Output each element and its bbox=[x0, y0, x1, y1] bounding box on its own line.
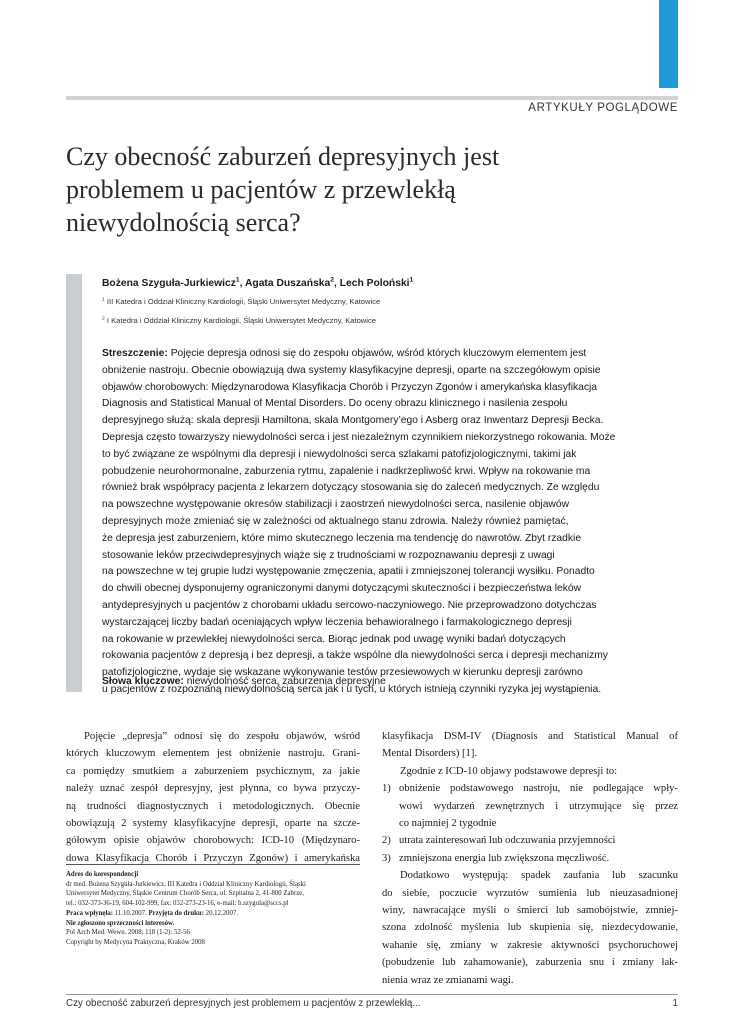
article-title bbox=[66, 140, 626, 239]
abstract-line: to być związane ze wspólnymi dla depresji i niewydolności serca szlakami patofizjologicznymi, takimi jak bbox=[102, 448, 577, 460]
correspondence-line: tel.: 032-373-36-19, 604-102-999, fax: 032-273-23-16, e-mail: b.szygula@sccs.pl bbox=[66, 900, 289, 908]
keywords-text: niewydolność serca, zaburzenia depresyjne bbox=[183, 676, 386, 687]
list-line: zmniejszona energia lub zwiększona męczliwość. bbox=[399, 852, 610, 864]
accepted-label: Przyjęta do druku: bbox=[148, 909, 204, 917]
body-line: winy, nawracające myśli o śmierci lub samobójstwie, zmniej- bbox=[382, 905, 678, 917]
abstract-side-bar bbox=[66, 274, 82, 692]
abstract-line: depresyjnych może zmieniać się w zależności od aktualnego stanu zdrowia. Należy również pamiętać, bbox=[102, 515, 569, 527]
citation: Pol Arch Med. Wewn. 2008; 118 (1-2): 52-56 bbox=[66, 929, 190, 937]
conflict-statement: Nie zgłoszono sprzeczności interesów. bbox=[66, 919, 175, 927]
title-line: Czy obecność zaburzeń depresyjnych jest bbox=[66, 142, 500, 171]
body-line: Dodatkowo występują: spadek zaufania lub szacunku bbox=[400, 870, 678, 882]
body-line: ną trudności diagnostycznych i metodologicznych. Obecnie bbox=[66, 800, 360, 812]
correspondence-line: Uniwersytet Medyczny, Śląskie Centrum Chorób Serca, ul. Szpitalna 2, 41-800 Zabrze, bbox=[66, 890, 304, 898]
list-item bbox=[382, 850, 678, 867]
author-list: Bożena Szyguła-Jurkiewicz$^1$, Agata Duszańska$^2$, Lech Poloński$^1$ bbox=[102, 276, 414, 289]
body-column-right bbox=[382, 728, 678, 989]
body-line: których kluczowym elementem jest obniżenie nastroju. Grani- bbox=[66, 748, 360, 760]
abstract-line: u pacjentów z rozpoznaną niewydolnością serca jak i u tych, u których istnieją czynniki ryzyka jej wystąpienia. bbox=[102, 683, 602, 695]
abstract-line: na powszechne występowanie okresów stabilizacji i zaostrzeń niewydolności serca, nasilenie objawów bbox=[102, 499, 570, 511]
author-name: Lech Poloński bbox=[339, 278, 410, 289]
correspondence-footnote bbox=[66, 870, 366, 948]
list-line: co najmniej 2 tygodnie bbox=[399, 818, 497, 830]
abstract-line: wystarczającej liczby badań oceniających wpływ leczenia behawioralnego i farmakologicznego depresji bbox=[102, 616, 572, 628]
list-line: utrata zainteresowań lub odczuwania przyjemności bbox=[399, 835, 616, 847]
body-line: gółowym opisie objawów chorobowych: ICD-10 (Międzynaro- bbox=[66, 835, 360, 847]
body-line: Zgodnie z ICD-10 objawy podstawowe depresji to: bbox=[400, 765, 618, 777]
author-affiliation-mark: 1 bbox=[235, 276, 240, 284]
header-rule bbox=[66, 96, 678, 100]
body-column-left bbox=[66, 728, 360, 867]
abstract-line: pobudzenie neurohormonalne, zaburzenia rytmu, zapalenie i nadkrzepliwość krwi. Wpływ na rokowanie ma bbox=[102, 465, 591, 477]
keywords-label: Słowa kluczowe: bbox=[102, 676, 184, 687]
abstract-line: patofizjologiczne, wydaje się wskazane wykonywanie testów przesiewowych w kierunku depresji zarówno bbox=[102, 667, 583, 679]
abstract-line: na rokowanie w przewlekłej niewydolności serca. Biorąc jednak pod uwagę wyniki badań dotyczących bbox=[102, 633, 566, 645]
body-line: do siebie, poczucie wyrzutów sumienia lub nieuzasadnionej bbox=[382, 887, 678, 899]
correspondence-heading: Adres do korespondencji bbox=[66, 871, 139, 878]
dates-line bbox=[66, 909, 366, 919]
copyright: Copyright by Medycyna Praktyczna, Kraków 2008 bbox=[66, 938, 205, 946]
list-number: 1) bbox=[382, 783, 391, 795]
abstract-line: na powszechne w tej grupie ludzi występowanie zmęczenia, apatii i zmniejszonej tolerancji wysiłku. Ponadto bbox=[102, 566, 595, 578]
page-number: 1 bbox=[672, 998, 678, 1009]
author-affiliation-mark: 2 bbox=[330, 276, 334, 284]
author-name: Agata Duszańska bbox=[244, 278, 331, 289]
received-label: Praca wpłynęła: bbox=[66, 909, 114, 917]
abstract-line: że depresja jest zaburzeniem, które mimo skutecznego leczenia ma tendencję do nawrotów. Zbyt rzadkie bbox=[102, 532, 582, 544]
footnote-rule bbox=[66, 864, 360, 865]
abstract-line: do chwili obecnej dysponujemy ograniczonymi danymi dotyczącymi skuteczności i bezpieczeństwa leków bbox=[102, 583, 582, 595]
list-number: 3) bbox=[382, 852, 391, 864]
section-label: ARTYKUŁY POGLĄDOWE bbox=[528, 102, 678, 114]
abstract-line: rokowania pacjentów z depresją i bez depresji, a także wspólne dla niewydolności serca i depresji mechanizmy bbox=[102, 650, 608, 662]
body-line: należy uznać zespół depresyjny, jest płynna, co bywa przyczy- bbox=[66, 783, 360, 795]
keywords bbox=[102, 676, 386, 687]
footer-rule bbox=[66, 994, 678, 995]
list-item bbox=[382, 780, 678, 832]
affiliation-mark: 1 bbox=[102, 297, 105, 303]
body-line: klasyfikacja DSM-IV (Diagnosis and Statistical Manual of bbox=[382, 731, 678, 742]
affiliation bbox=[102, 316, 376, 325]
list-item bbox=[382, 832, 678, 849]
title-line: niewydolnością serca? bbox=[66, 208, 301, 237]
affiliation-text: III Katedra i Oddział Kliniczny Kardiologii, Śląski Uniwersytet Medyczny, Katowice bbox=[106, 297, 381, 306]
affiliation-mark: 2 bbox=[102, 316, 105, 322]
body-line: nienia wraz ze zmianami wagi. bbox=[382, 974, 514, 986]
abstract-line: antydepresyjnych u pacjentów z chorobami układu sercowo-naczyniowego. Nie przeprowadzono dotychczas bbox=[102, 599, 597, 611]
abstract bbox=[102, 346, 678, 699]
abstract-line: Depresja często towarzyszy niewydolności serca i jest niezależnym czynnikiem niekorzystnego rokowania. Może bbox=[102, 431, 616, 443]
abstract-line: stosowanie leków przeciwdepresyjnych wiąże się z trudnościami w rozpoznawaniu depresji z uwagi bbox=[102, 549, 555, 561]
affiliation bbox=[102, 297, 380, 306]
list-line: obniżenie podstawowego nastroju, nie podlegające wpły- bbox=[399, 783, 678, 795]
list-number: 2) bbox=[382, 835, 391, 847]
body-line: Pojęcie „depresja” odnosi się do zespołu objawów, wśród bbox=[84, 731, 360, 742]
abstract-line: również brak współpracy pacjenta z lekarzem dotyczący stosowania się do zaleceń medycznych. Ze względu bbox=[102, 482, 600, 494]
body-line: Mental Disorders) [1]. bbox=[382, 748, 478, 760]
abstract-line: Diagnosis and Statistical Manual of Mental Disorders. Do oceny obrazu klinicznego i nasilenia zespołu bbox=[102, 398, 568, 410]
abstract-line bbox=[102, 346, 678, 363]
accepted-date: 20.12.2007. bbox=[203, 909, 238, 917]
body-line: wahanie się, zmiany w zakresie aktywności psychoruchowej bbox=[382, 939, 678, 951]
author-affiliation-mark: 1 bbox=[409, 276, 414, 284]
body-line: (pobudzenie lub zahamowanie), zaburzenia snu i zmiany łak- bbox=[382, 957, 678, 969]
abstract-line: depresyjnego służą: skala depresji Hamiltona, skala Montgomery’ego i Asberg oraz Inwentarz Depresji Becka. bbox=[102, 415, 604, 427]
body-line: dowa Klasyfikacja Chorób i Przyczyn Zgonów) i amerykańska bbox=[66, 852, 360, 864]
header-accent-tab bbox=[659, 0, 678, 88]
title-line: problemem u pacjentów z przewlekłą bbox=[66, 175, 456, 204]
abstract-line: objawów chorobowych: Międzynarodowa Klasyfikacja Chorób i Przyczyn Zgonów i amerykańska klasyfikacja bbox=[102, 381, 598, 393]
affiliation-text: I Katedra i Oddział Kliniczny Kardiologii, Śląski Uniwersytet Medyczny, Katowice bbox=[106, 316, 377, 325]
abstract-text: Pojęcie depresja odnosi się do zespołu objawów, wśród których kluczowym elementem jest bbox=[167, 348, 587, 359]
received-date: 11.10.2007. bbox=[113, 909, 149, 917]
abstract-label: Streszczenie: bbox=[102, 348, 168, 359]
running-title: Czy obecność zaburzeń depresyjnych jest problemem u pacjentów z przewlekłą... bbox=[66, 998, 421, 1009]
list-line: wowi wydarzeń zewnętrznych i utrzymujące się przez bbox=[399, 800, 678, 812]
body-line: ca pomiędzy smutkiem a zaburzeniem psychicznym, za jakie bbox=[66, 765, 360, 777]
body-line: szona zdolność myślenia lub skupienia się, niezdecydowanie, bbox=[382, 922, 678, 934]
body-line: obowiązują 2 systemy klasyfikacyjne depresji, oparte na szcze- bbox=[66, 818, 360, 830]
abstract-line: obniżenie nastroju. Obecnie obowiązują dwa systemy klasyfikacyjne depresji, oparte na szczegółowym opisie bbox=[102, 364, 601, 376]
correspondence-line: dr med. Bożena Szyguła-Jurkiewicz, III Katedra i Oddział Kliniczny Kardiologii, Śląski bbox=[66, 880, 306, 888]
author-name: Bożena Szyguła-Jurkiewicz bbox=[102, 278, 236, 289]
